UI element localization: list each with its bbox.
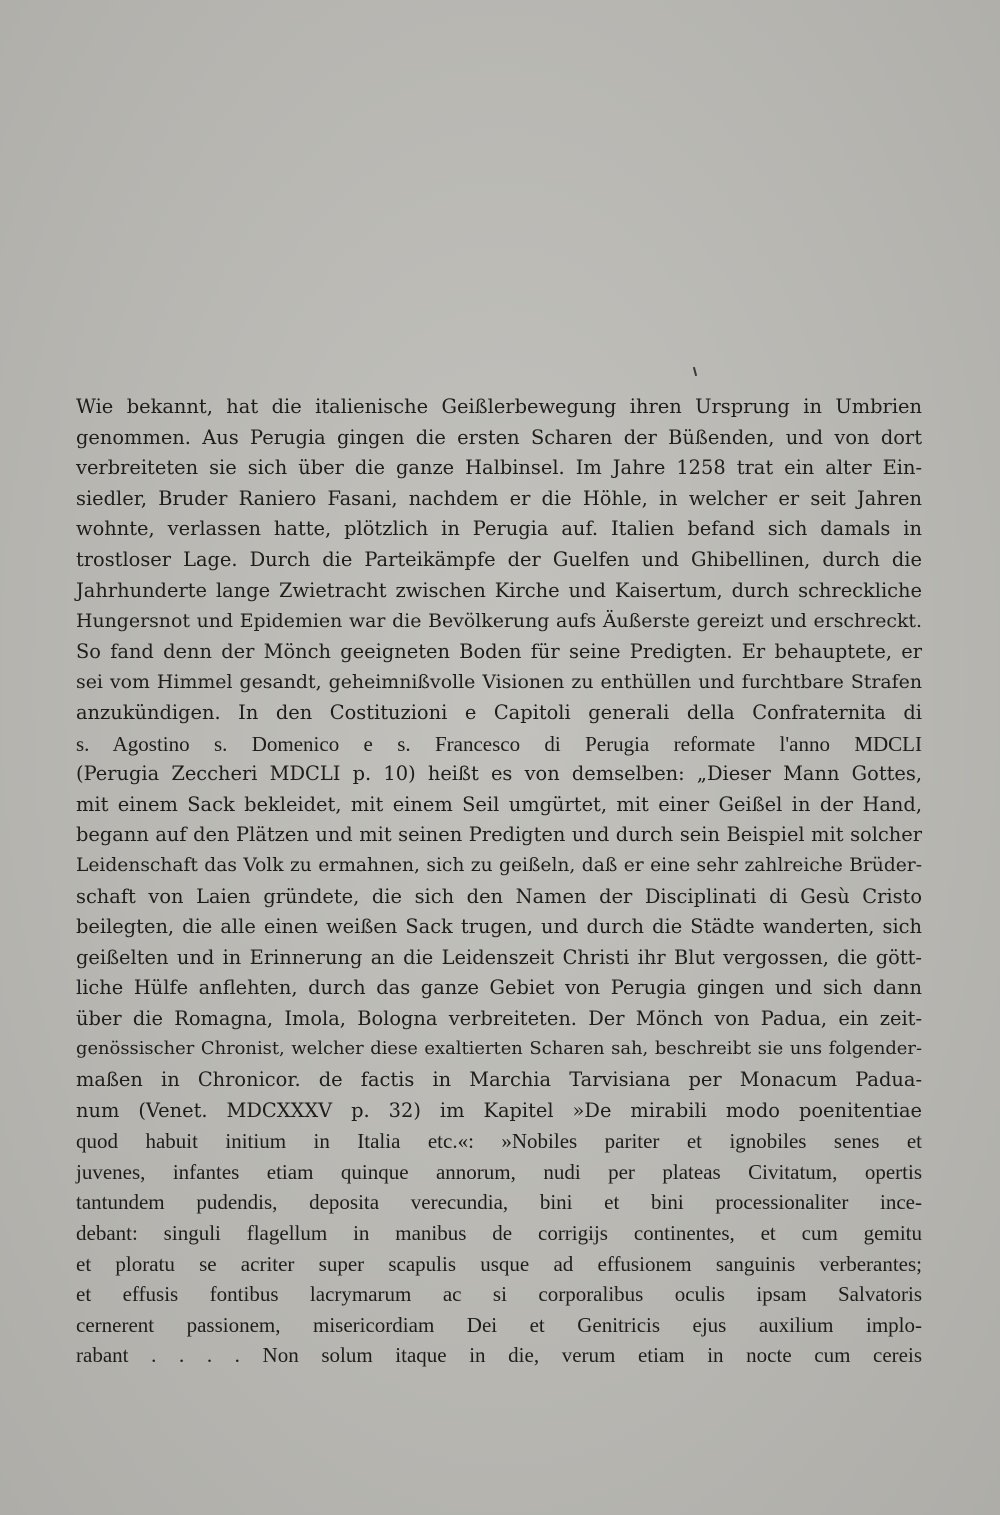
text-line: debant: singuli flagellum in manibus de corrigijs continentes, et cum gemitu <box>76 1221 922 1246</box>
text-line: über die Romagna, Imola, Bologna verbreiteten. Der Mönch von Padua, ein zeit- <box>76 1006 922 1030</box>
text-line: mit einem Sack bekleidet, mit einem Seil umgürtet, mit einer Geißel in der Hand, <box>76 792 922 816</box>
text-line: num (Venet. MDCXXXV p. 32) im Kapitel »De mirabili modo poenitentiae <box>76 1098 922 1122</box>
text-line: juvenes, infantes etiam quinque annorum, nudi per plateas Civitatum, opertis <box>76 1159 922 1184</box>
text-line: anzukündigen. In den Costituzioni e Capitoli generali della Confraternita di <box>76 700 922 724</box>
text-line: s. Agostino s. Domenico e s. Francesco di Perugia reformate l'anno MDCLI <box>76 731 922 756</box>
text-line: Hungersnot und Epidemien war die Bevölkerung aufs Äußerste gereizt und erschreckt. <box>76 610 922 633</box>
body-paragraph <box>76 392 922 1371</box>
text-line: et ploratu se acriter super scapulis usque ad effusionem sanguinis verberantes; <box>76 1251 922 1276</box>
text-line: Wie bekannt, hat die italienische Geißlerbewegung ihren Ursprung in Umbrien <box>76 395 922 418</box>
text-line: genössischer Chronist, welcher diese exaltierten Scharen sah, beschreibt sie uns folgender- <box>76 1038 922 1060</box>
text-line: trostloser Lage. Durch die Parteikämpfe der Guelfen und Ghibellinen, durch die <box>76 547 922 571</box>
text-line: liche Hülfe anflehten, durch das ganze Gebiet von Perugia gingen und sich dann <box>76 976 922 1000</box>
text-line: Leidenschaft das Volk zu ermahnen, sich zu geißeln, daß er eine sehr zahlreiche Brüder- <box>76 854 922 876</box>
text-line: tantundem pudendis, deposita verecundia, bini et bini processionaliter ince- <box>76 1190 922 1215</box>
stray-ink-mark <box>693 367 697 376</box>
text-line: schaft von Laien gründete, die sich den Namen der Disciplinati di Gesù Cristo <box>76 884 922 908</box>
text-line: et effusis fontibus lacrymarum ac si corporalibus oculis ipsam Salvatoris <box>76 1282 922 1307</box>
text-line: siedler, Bruder Raniero Fasani, nachdem er die Höhle, in welcher er seit Jahren <box>76 486 922 510</box>
text-line: So fand denn der Mönch geeigneten Boden für seine Predigten. Er behauptete, er <box>76 639 922 663</box>
text-line: Jahrhunderte lange Zwietracht zwischen Kirche und Kaisertum, durch schreckliche <box>76 578 922 602</box>
text-line: rabant . . . . Non solum itaque in die, verum etiam in nocte cum cereis <box>76 1343 922 1368</box>
text-line: wohnte, verlassen hatte, plötzlich in Perugia auf. Italien befand sich damals in <box>76 517 922 541</box>
text-line: begann auf den Plätzen und mit seinen Predigten und durch sein Beispiel mit solcher <box>76 823 922 847</box>
text-line: verbreiteten sie sich über die ganze Halbinsel. Im Jahre 1258 trat ein alter Ein- <box>76 456 922 480</box>
text-line: maßen in Chronicor. de factis in Marchia Tarvisiana per Monacum Paduа- <box>76 1068 922 1092</box>
text-line: geißelten und in Erinnerung an die Leidenszeit Christi ihr Blut vergossen, die gött- <box>76 945 922 969</box>
text-line: sei vom Himmel gesandt, geheimnißvolle Visionen zu enthüllen und furchtbare Strafen <box>76 671 922 694</box>
text-line: cernerent passionem, misericordiam Dei et Genitricis ejus auxilium implo- <box>76 1312 922 1337</box>
text-line: genommen. Aus Perugia gingen die ersten Scharen der Büßenden, und von dort <box>76 425 922 449</box>
text-line: beilegten, die alle einen weißen Sack trugen, und durch die Städte wanderten, sich <box>76 915 922 939</box>
text-line: quod habuit initium in Italia etc.«: »Nobiles pariter et ignobiles senes et <box>76 1129 922 1154</box>
text-line: (Perugia Zeccheri MDCLI p. 10) heißt es von demselben: „Dieser Mann Gottes, <box>76 762 922 786</box>
